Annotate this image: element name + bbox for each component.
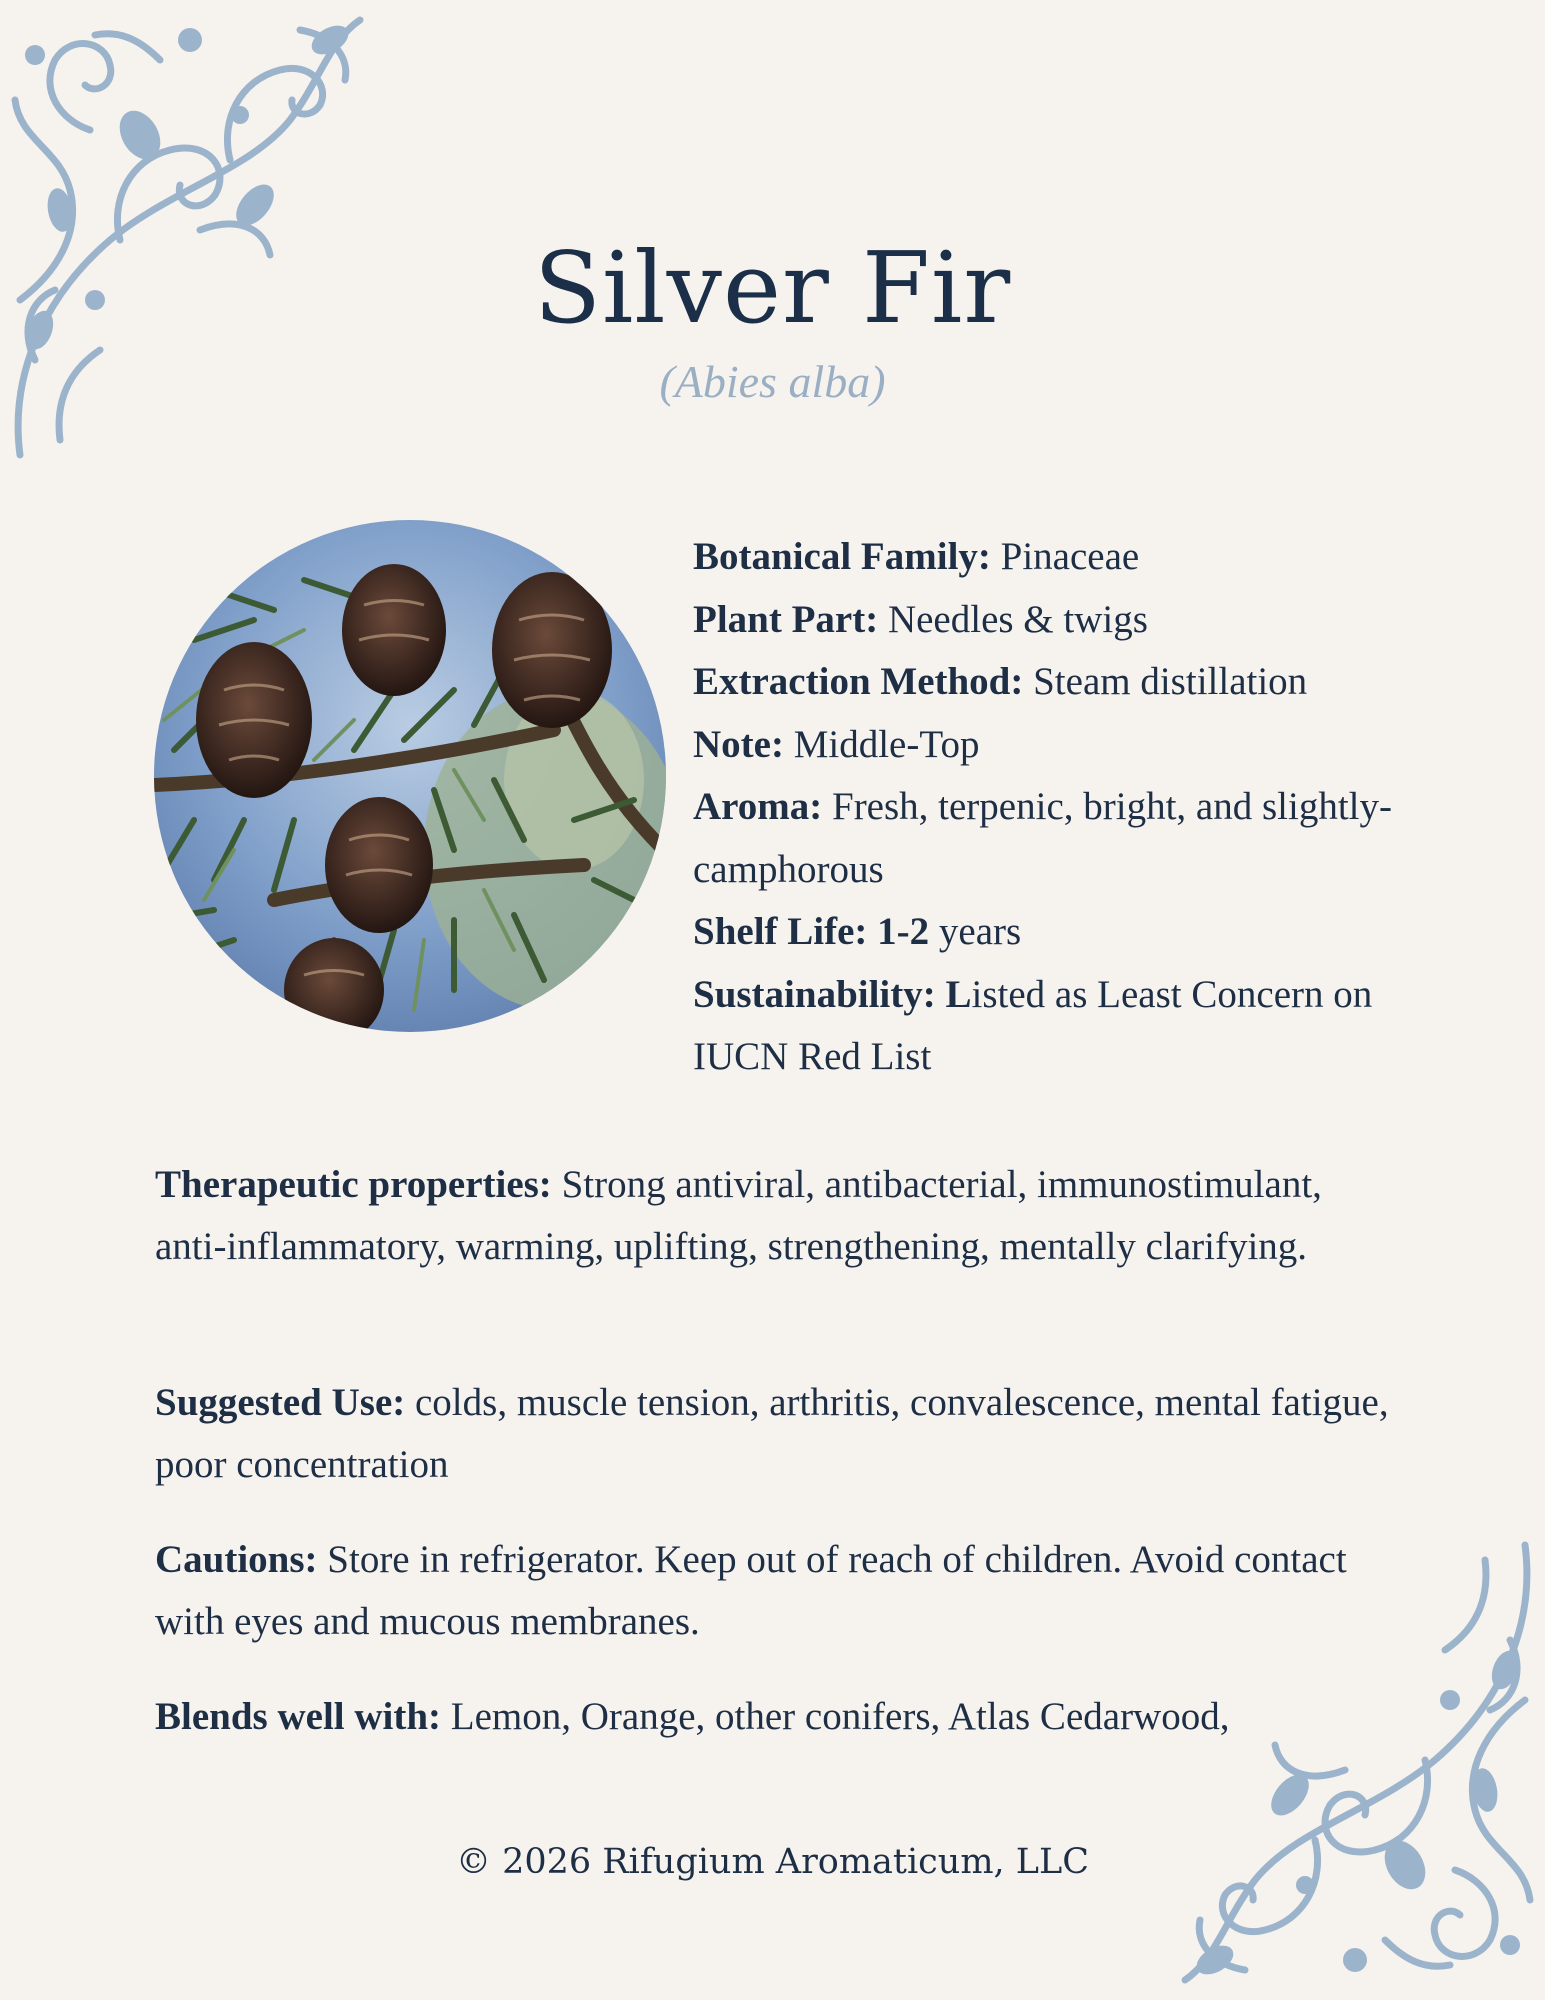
fact-label: Sustainability: xyxy=(693,972,936,1016)
pine-cones-photo xyxy=(154,520,666,1032)
copyright-footer: © 2026 Rifugium Aromaticum, LLC xyxy=(455,1842,1090,1882)
fact-value: Middle-Top xyxy=(793,722,980,766)
fact-label: Plant Part: xyxy=(693,597,879,641)
section-text: Strong antiviral, antibacterial, immunostimulant, anti-inflammatory, warming, uplifting, strengthening, mentally clarifying. xyxy=(155,1163,1322,1268)
facts-list xyxy=(693,526,1413,1089)
fact-value: Steam distillation xyxy=(1033,660,1308,703)
section-text: Lemon, Orange, other conifers, Atlas Cedarwood, xyxy=(450,1695,1230,1738)
fact-value: isted as Least Concern on IUCN Red List xyxy=(693,972,1373,1078)
fact-plant-part xyxy=(693,589,1413,652)
therapeutic-properties-section xyxy=(155,1154,1395,1278)
section-text: colds, muscle tension, arthritis, convalescence, mental fatigue, poor concentration xyxy=(155,1381,1389,1486)
botanical-name-subtitle: (Abies alba) xyxy=(659,356,886,407)
fact-note xyxy=(693,714,1413,777)
fact-label: Extraction Method: xyxy=(693,660,1024,703)
suggested-use-section xyxy=(155,1372,1395,1496)
section-label: Cautions: xyxy=(155,1538,318,1581)
fact-value: Fresh, terpenic, bright, and slightly-camphorous xyxy=(693,785,1392,891)
fact-value: years xyxy=(938,910,1022,953)
fact-sustainability xyxy=(693,964,1413,1089)
fact-value-bold: L xyxy=(945,972,972,1016)
fact-label: Note: xyxy=(693,722,784,766)
cautions-section xyxy=(155,1529,1395,1653)
blends-well-with-section xyxy=(155,1686,1395,1748)
fact-value: Needles & twigs xyxy=(887,597,1148,641)
fact-value-bold: 1-2 xyxy=(877,910,930,953)
section-label: Therapeutic properties: xyxy=(155,1163,552,1206)
section-label: Suggested Use: xyxy=(155,1381,406,1424)
fact-value: Pinaceae xyxy=(1000,535,1140,578)
section-text: Store in refrigerator. Keep out of reach of children. Avoid contact with eyes and mucous membranes. xyxy=(155,1538,1347,1643)
fact-extraction-method xyxy=(693,651,1413,714)
fact-shelf-life xyxy=(693,901,1413,964)
section-label: Blends well with: xyxy=(155,1695,442,1738)
page-title: Silver Fir xyxy=(533,232,1012,346)
fact-label: Aroma: xyxy=(693,785,823,828)
fact-aroma xyxy=(693,776,1413,901)
fact-label: Shelf Life: xyxy=(693,910,868,953)
fact-botanical-family xyxy=(693,526,1413,589)
fact-label: Botanical Family: xyxy=(693,535,991,578)
